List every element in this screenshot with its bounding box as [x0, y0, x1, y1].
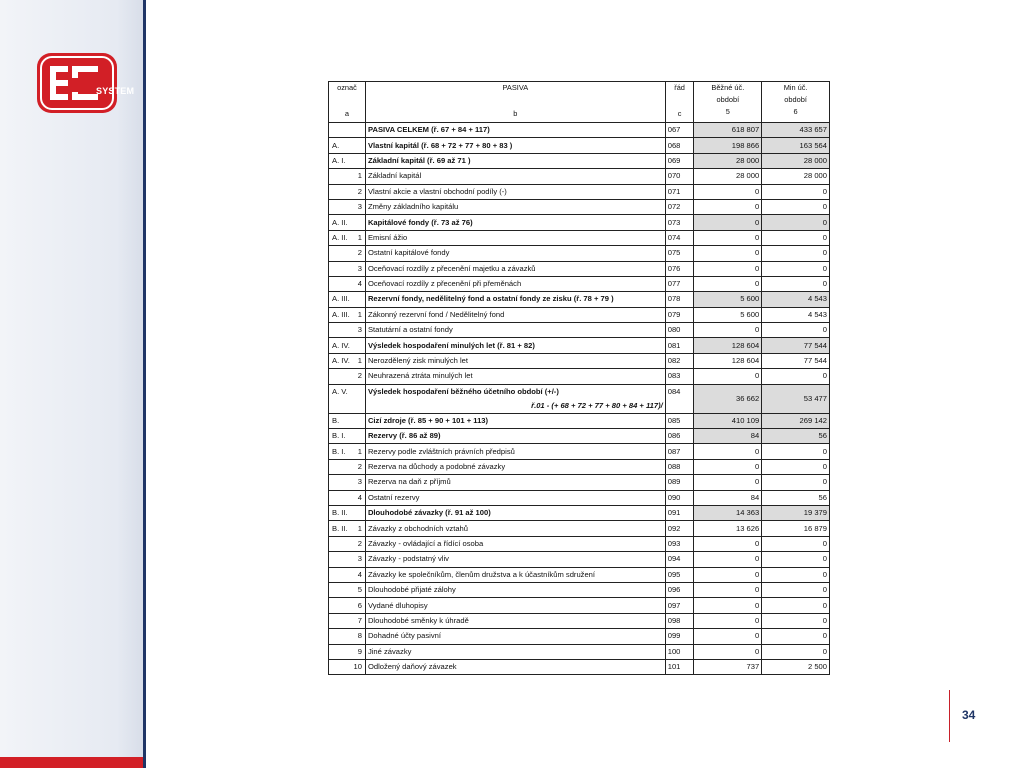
row-label: Rezervy podle zvláštních právních předpisů [365, 444, 665, 459]
row-current-period: 0 [694, 215, 762, 230]
header-minule-obdobi: Min úč. období 6 [762, 82, 830, 123]
row-current-period: 0 [694, 369, 762, 384]
row-previous-period: 433 657 [762, 123, 830, 138]
row-designation: 10 [329, 659, 366, 674]
table-row [329, 536, 830, 551]
row-label: Základní kapitál (ř. 69 až 71 ) [365, 153, 665, 168]
row-designation: 3 [329, 552, 366, 567]
company-logo [36, 52, 135, 114]
row-line-number: 085 [665, 413, 694, 428]
row-line-number: 091 [665, 505, 694, 520]
table-row [329, 475, 830, 490]
row-label: Jiné závazky [365, 644, 665, 659]
row-designation: 2 [329, 369, 366, 384]
sidebar-red-bar [0, 757, 143, 768]
table-row [329, 567, 830, 582]
row-previous-period: 0 [762, 459, 830, 474]
row-designation: 7 [329, 613, 366, 628]
row-designation: 2 [329, 246, 366, 261]
row-designation: B. II. 1 [329, 521, 366, 536]
row-current-period: 28 000 [694, 169, 762, 184]
row-current-period: 0 [694, 246, 762, 261]
row-current-period: 0 [694, 552, 762, 567]
row-previous-period: 0 [762, 199, 830, 214]
row-current-period: 36 662 [694, 384, 762, 413]
row-label: Vydané dluhopisy [365, 598, 665, 613]
row-designation: A. V. [329, 384, 366, 413]
row-current-period: 618 807 [694, 123, 762, 138]
row-current-period: 84 [694, 490, 762, 505]
row-designation: 2 [329, 536, 366, 551]
row-label: Ostatní rezervy [365, 490, 665, 505]
row-previous-period: 4 543 [762, 292, 830, 307]
row-label: Vlastní akcie a vlastní obchodní podíly (-) [365, 184, 665, 199]
row-previous-period: 56 [762, 429, 830, 444]
row-label: Emisní ážio [365, 230, 665, 245]
row-line-number: 068 [665, 138, 694, 153]
row-current-period: 737 [694, 659, 762, 674]
table-row [329, 659, 830, 674]
row-designation: 4 [329, 276, 366, 291]
row-label: Výsledek hospodaření běžného účetního období (+/-) ř.01 - (+ 68 + 72 + 77 + 80 + 84 + 117)/ [365, 384, 665, 413]
row-designation: A. II. 1 [329, 230, 366, 245]
row-label: Cizí zdroje (ř. 85 + 90 + 101 + 113) [365, 413, 665, 428]
row-previous-period: 4 543 [762, 307, 830, 322]
table-row [329, 246, 830, 261]
row-line-number: 093 [665, 536, 694, 551]
row-designation: 1 [329, 169, 366, 184]
table-row [329, 613, 830, 628]
row-designation: 3 [329, 261, 366, 276]
left-sidebar [0, 0, 146, 768]
row-previous-period: 0 [762, 475, 830, 490]
row-line-number: 067 [665, 123, 694, 138]
row-current-period: 0 [694, 536, 762, 551]
row-line-number: 088 [665, 459, 694, 474]
row-line-number: 081 [665, 338, 694, 353]
row-previous-period: 2 500 [762, 659, 830, 674]
row-designation: 2 [329, 459, 366, 474]
row-current-period: 0 [694, 323, 762, 338]
row-line-number: 076 [665, 261, 694, 276]
row-current-period: 0 [694, 230, 762, 245]
row-label: Rezerva na daň z příjmů [365, 475, 665, 490]
row-label: Nerozdělený zisk minulých let [365, 353, 665, 368]
row-designation: 2 [329, 184, 366, 199]
row-previous-period: 0 [762, 246, 830, 261]
table-row [329, 138, 830, 153]
row-previous-period: 0 [762, 261, 830, 276]
row-designation: 3 [329, 475, 366, 490]
table-body [329, 123, 830, 675]
row-line-number: 072 [665, 199, 694, 214]
row-line-number: 077 [665, 276, 694, 291]
row-line-number: 095 [665, 567, 694, 582]
table-row [329, 582, 830, 597]
row-label: Neuhrazená ztráta minulých let [365, 369, 665, 384]
row-current-period: 14 363 [694, 505, 762, 520]
row-current-period: 0 [694, 276, 762, 291]
row-previous-period: 0 [762, 184, 830, 199]
table-row [329, 384, 830, 413]
table-row [329, 505, 830, 520]
table-row [329, 292, 830, 307]
table-row [329, 552, 830, 567]
row-label: Dohadné účty pasivní [365, 629, 665, 644]
row-previous-period: 0 [762, 582, 830, 597]
row-line-number: 090 [665, 490, 694, 505]
row-previous-period: 19 379 [762, 505, 830, 520]
header-pasiva: PASIVA b [365, 82, 665, 123]
table-row [329, 323, 830, 338]
logo-text: SYSTEM [96, 86, 135, 96]
row-previous-period: 0 [762, 536, 830, 551]
row-current-period: 84 [694, 429, 762, 444]
row-line-number: 092 [665, 521, 694, 536]
table-header-row [329, 82, 830, 123]
row-designation: A. III. [329, 292, 366, 307]
table-row [329, 199, 830, 214]
row-current-period: 0 [694, 459, 762, 474]
row-designation: B. I. 1 [329, 444, 366, 459]
row-line-number: 094 [665, 552, 694, 567]
table-row [329, 369, 830, 384]
row-line-number: 099 [665, 629, 694, 644]
row-previous-period: 0 [762, 444, 830, 459]
row-previous-period: 77 544 [762, 338, 830, 353]
header-oznac: označ a [329, 82, 366, 123]
row-line-number: 071 [665, 184, 694, 199]
row-label: Oceňovací rozdíly z přecenění při přeměnách [365, 276, 665, 291]
row-current-period: 128 604 [694, 353, 762, 368]
row-label: Rezerva na důchody a podobné závazky [365, 459, 665, 474]
table-row [329, 644, 830, 659]
row-line-number: 089 [665, 475, 694, 490]
table-row [329, 215, 830, 230]
row-label: Závazky - podstatný vliv [365, 552, 665, 567]
row-previous-period: 0 [762, 598, 830, 613]
row-current-period: 0 [694, 475, 762, 490]
row-label: Závazky z obchodních vztahů [365, 521, 665, 536]
row-current-period: 0 [694, 582, 762, 597]
row-current-period: 0 [694, 261, 762, 276]
header-bezne-obdobi: Běžné úč. období 5 [694, 82, 762, 123]
table-row [329, 521, 830, 536]
row-designation: B. II. [329, 505, 366, 520]
row-label: Kapitálové fondy (ř. 73 až 76) [365, 215, 665, 230]
row-previous-period: 0 [762, 567, 830, 582]
row-current-period: 0 [694, 598, 762, 613]
row-current-period: 0 [694, 613, 762, 628]
row-designation: 6 [329, 598, 366, 613]
row-designation: A. III. 1 [329, 307, 366, 322]
row-previous-period: 0 [762, 215, 830, 230]
row-line-number: 070 [665, 169, 694, 184]
row-previous-period: 56 [762, 490, 830, 505]
row-previous-period: 0 [762, 629, 830, 644]
row-line-number: 078 [665, 292, 694, 307]
row-line-number: 082 [665, 353, 694, 368]
row-designation: 9 [329, 644, 366, 659]
row-current-period: 128 604 [694, 338, 762, 353]
row-line-number: 083 [665, 369, 694, 384]
balance-sheet-table [328, 81, 830, 675]
row-designation: A. I. [329, 153, 366, 168]
row-current-period: 198 866 [694, 138, 762, 153]
row-previous-period: 0 [762, 552, 830, 567]
table-row [329, 153, 830, 168]
row-label: Výsledek hospodaření minulých let (ř. 81 + 82) [365, 338, 665, 353]
row-designation: A. IV. 1 [329, 353, 366, 368]
row-current-period: 410 109 [694, 413, 762, 428]
row-label: Odložený daňový závazek [365, 659, 665, 674]
row-line-number: 096 [665, 582, 694, 597]
row-designation: B. I. [329, 429, 366, 444]
row-current-period: 5 600 [694, 307, 762, 322]
row-designation: 4 [329, 490, 366, 505]
table-row [329, 353, 830, 368]
row-label: Změny základního kapitálu [365, 199, 665, 214]
table-row [329, 459, 830, 474]
row-designation: A. [329, 138, 366, 153]
row-label: PASIVA CELKEM (ř. 67 + 84 + 117) [365, 123, 665, 138]
row-label: Rezervní fondy, nedělitelný fond a ostatní fondy ze zisku (ř. 78 + 79 ) [365, 292, 665, 307]
row-current-period: 5 600 [694, 292, 762, 307]
row-current-period: 0 [694, 184, 762, 199]
row-current-period: 0 [694, 199, 762, 214]
row-label: Závazky ke společníkům, členům družstva a k účastníkům sdružení [365, 567, 665, 582]
row-label: Vlastní kapitál (ř. 68 + 72 + 77 + 80 + 83 ) [365, 138, 665, 153]
page-number-divider [949, 690, 950, 742]
row-designation: 8 [329, 629, 366, 644]
row-label: Ostatní kapitálové fondy [365, 246, 665, 261]
row-designation: B. [329, 413, 366, 428]
table-row [329, 230, 830, 245]
table-row [329, 184, 830, 199]
row-label: Oceňovací rozdíly z přecenění majetku a závazků [365, 261, 665, 276]
row-label: Zákonný rezervní fond / Nedělitelný fond [365, 307, 665, 322]
row-previous-period: 28 000 [762, 169, 830, 184]
row-current-period: 28 000 [694, 153, 762, 168]
table-row [329, 169, 830, 184]
row-previous-period: 53 477 [762, 384, 830, 413]
row-previous-period: 0 [762, 276, 830, 291]
row-previous-period: 0 [762, 230, 830, 245]
table-row [329, 490, 830, 505]
table-row [329, 276, 830, 291]
row-line-number: 098 [665, 613, 694, 628]
table-row [329, 444, 830, 459]
row-previous-period: 269 142 [762, 413, 830, 428]
row-line-number: 087 [665, 444, 694, 459]
row-label: Závazky - ovládající a řídící osoba [365, 536, 665, 551]
row-line-number: 084 [665, 384, 694, 413]
row-designation: A. II. [329, 215, 366, 230]
row-line-number: 079 [665, 307, 694, 322]
row-designation: 4 [329, 567, 366, 582]
row-line-number: 075 [665, 246, 694, 261]
row-label: Dlouhodobé přijaté zálohy [365, 582, 665, 597]
row-previous-period: 163 564 [762, 138, 830, 153]
row-current-period: 13 626 [694, 521, 762, 536]
header-rad: řád c [665, 82, 694, 123]
table-row [329, 598, 830, 613]
row-previous-period: 16 879 [762, 521, 830, 536]
row-designation [329, 123, 366, 138]
row-current-period: 0 [694, 644, 762, 659]
row-label: Základní kapitál [365, 169, 665, 184]
row-previous-period: 0 [762, 369, 830, 384]
page-number: 34 [962, 708, 976, 722]
row-line-number: 101 [665, 659, 694, 674]
sidebar-edge-line [143, 0, 146, 768]
row-designation: 3 [329, 199, 366, 214]
row-designation: 5 [329, 582, 366, 597]
row-line-number: 100 [665, 644, 694, 659]
row-label: Dlouhodobé směnky k úhradě [365, 613, 665, 628]
row-line-number: 074 [665, 230, 694, 245]
row-label: Dlouhodobé závazky (ř. 91 až 100) [365, 505, 665, 520]
table-row [329, 307, 830, 322]
row-label: Rezervy (ř. 86 až 89) [365, 429, 665, 444]
row-current-period: 0 [694, 444, 762, 459]
row-label: Statutární a ostatní fondy [365, 323, 665, 338]
row-previous-period: 0 [762, 644, 830, 659]
row-current-period: 0 [694, 629, 762, 644]
row-previous-period: 0 [762, 613, 830, 628]
table-row [329, 338, 830, 353]
row-formula: ř.01 - (+ 68 + 72 + 77 + 80 + 84 + 117)/ [531, 400, 663, 410]
row-previous-period: 0 [762, 323, 830, 338]
row-line-number: 069 [665, 153, 694, 168]
table-row [329, 413, 830, 428]
row-line-number: 086 [665, 429, 694, 444]
row-line-number: 080 [665, 323, 694, 338]
row-previous-period: 77 544 [762, 353, 830, 368]
logo-mark [36, 52, 135, 114]
row-designation: A. IV. [329, 338, 366, 353]
row-previous-period: 28 000 [762, 153, 830, 168]
table-row [329, 429, 830, 444]
row-line-number: 097 [665, 598, 694, 613]
table-row [329, 123, 830, 138]
row-line-number: 073 [665, 215, 694, 230]
row-current-period: 0 [694, 567, 762, 582]
table-row [329, 629, 830, 644]
row-designation: 3 [329, 323, 366, 338]
table-row [329, 261, 830, 276]
